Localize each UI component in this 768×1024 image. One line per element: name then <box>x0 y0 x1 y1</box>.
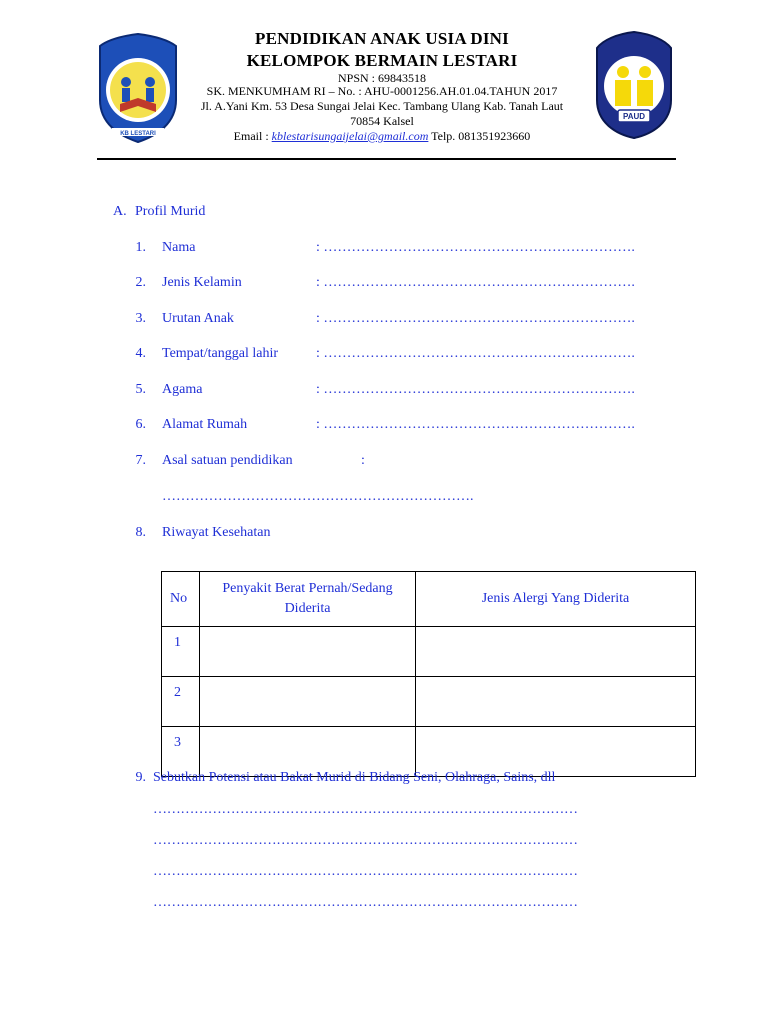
field-label: Alamat Rumah <box>162 417 248 432</box>
health-history-table <box>161 571 696 777</box>
potensi-answer-line[interactable]: ………………………………………………………………………………… <box>153 802 578 817</box>
field-number: 6. <box>135 417 146 432</box>
penyakit-cell[interactable] <box>200 627 416 677</box>
row-number: 1 <box>162 627 200 677</box>
sk-number: SK. MENKUMHAM RI – No. : AHU-0001256.AH.01.04.TAHUN 2017 <box>206 84 558 98</box>
field-label: Agama <box>162 382 203 397</box>
field-colon: : <box>361 453 365 468</box>
table-row <box>162 677 696 727</box>
field-number: 5. <box>135 382 146 397</box>
section-title: Profil Murid <box>135 204 206 219</box>
field-label: Sebutkan Potensi atau Bakat Murid di Bidang Seni, Olahraga, Sains, dll <box>153 770 556 785</box>
field-number: 7. <box>135 453 146 468</box>
phone: Telp. 081351923660 <box>428 129 531 143</box>
field-number: 4. <box>135 346 146 361</box>
field-label: Urutan Anak <box>162 311 234 326</box>
potensi-answer-line[interactable]: ………………………………………………………………………………… <box>153 864 578 879</box>
section-a-heading <box>113 204 206 220</box>
address-line-2: 70854 Kalsel <box>350 114 414 128</box>
email-link[interactable]: kblestarisungaijelai@gmail.com <box>271 129 429 143</box>
col-header-no: No <box>162 572 200 627</box>
npsn: NPSN : 69843518 <box>337 71 426 85</box>
field-blank[interactable]: : …………………………………………………………. <box>316 417 635 432</box>
field-blank[interactable]: : …………………………………………………………. <box>316 311 635 326</box>
field-blank[interactable]: : …………………………………………………………. <box>316 275 635 290</box>
field-number: 8. <box>135 525 146 540</box>
school-title-2: KELOMPOK BERMAIN LESTARI <box>246 51 518 70</box>
field-blank[interactable]: : …………………………………………………………. <box>316 382 635 397</box>
field-blank[interactable]: : …………………………………………………………. <box>316 240 635 255</box>
table-row <box>162 727 696 777</box>
paud-logo <box>593 30 675 140</box>
header-divider <box>97 158 676 160</box>
row-number: 2 <box>162 677 200 727</box>
field-label: Riwayat Kesehatan <box>162 525 271 540</box>
address-line-1: Jl. A.Yani Km. 53 Desa Sungai Jelai Kec. Tambang Ulang Kab. Tanah Laut <box>200 99 564 113</box>
field-blank[interactable]: : …………………………………………………………. <box>316 346 635 361</box>
field-asal-satuan-pendidikan-blank[interactable]: …………………………………………………………. <box>162 489 474 504</box>
contact-line <box>180 129 584 144</box>
alergi-cell[interactable] <box>416 627 696 677</box>
kb-lestari-logo <box>96 32 180 144</box>
table-row <box>162 627 696 677</box>
col-header-penyakit: Penyakit Berat Pernah/Sedang Diderita <box>200 572 416 627</box>
field-label: Asal satuan pendidikan <box>162 453 293 468</box>
field-number: 3. <box>135 311 146 326</box>
potensi-answer-line[interactable]: ………………………………………………………………………………… <box>153 895 578 910</box>
section-letter: A. <box>113 204 127 219</box>
field-number: 9. <box>135 770 146 785</box>
col-header-alergi: Jenis Alergi Yang Diderita <box>416 572 696 627</box>
field-label: Tempat/tanggal lahir <box>162 346 279 361</box>
field-number: 1. <box>135 240 146 255</box>
field-label: Nama <box>162 240 196 255</box>
kb-lestari-logo-label: KB LESTARI <box>120 131 156 137</box>
row-number: 3 <box>162 727 200 777</box>
field-number: 2. <box>135 275 146 290</box>
email-label: Email : <box>233 129 272 143</box>
potensi-answer-line[interactable]: ………………………………………………………………………………… <box>153 833 578 848</box>
alergi-cell[interactable] <box>416 677 696 727</box>
paud-logo-label: PAUD <box>622 112 646 121</box>
table-header-row <box>162 572 696 627</box>
penyakit-cell[interactable] <box>200 677 416 727</box>
field-label: Jenis Kelamin <box>162 275 242 290</box>
school-title-1: PENDIDIKAN ANAK USIA DINI <box>255 29 509 48</box>
alergi-cell[interactable] <box>416 727 696 777</box>
penyakit-cell[interactable] <box>200 727 416 777</box>
